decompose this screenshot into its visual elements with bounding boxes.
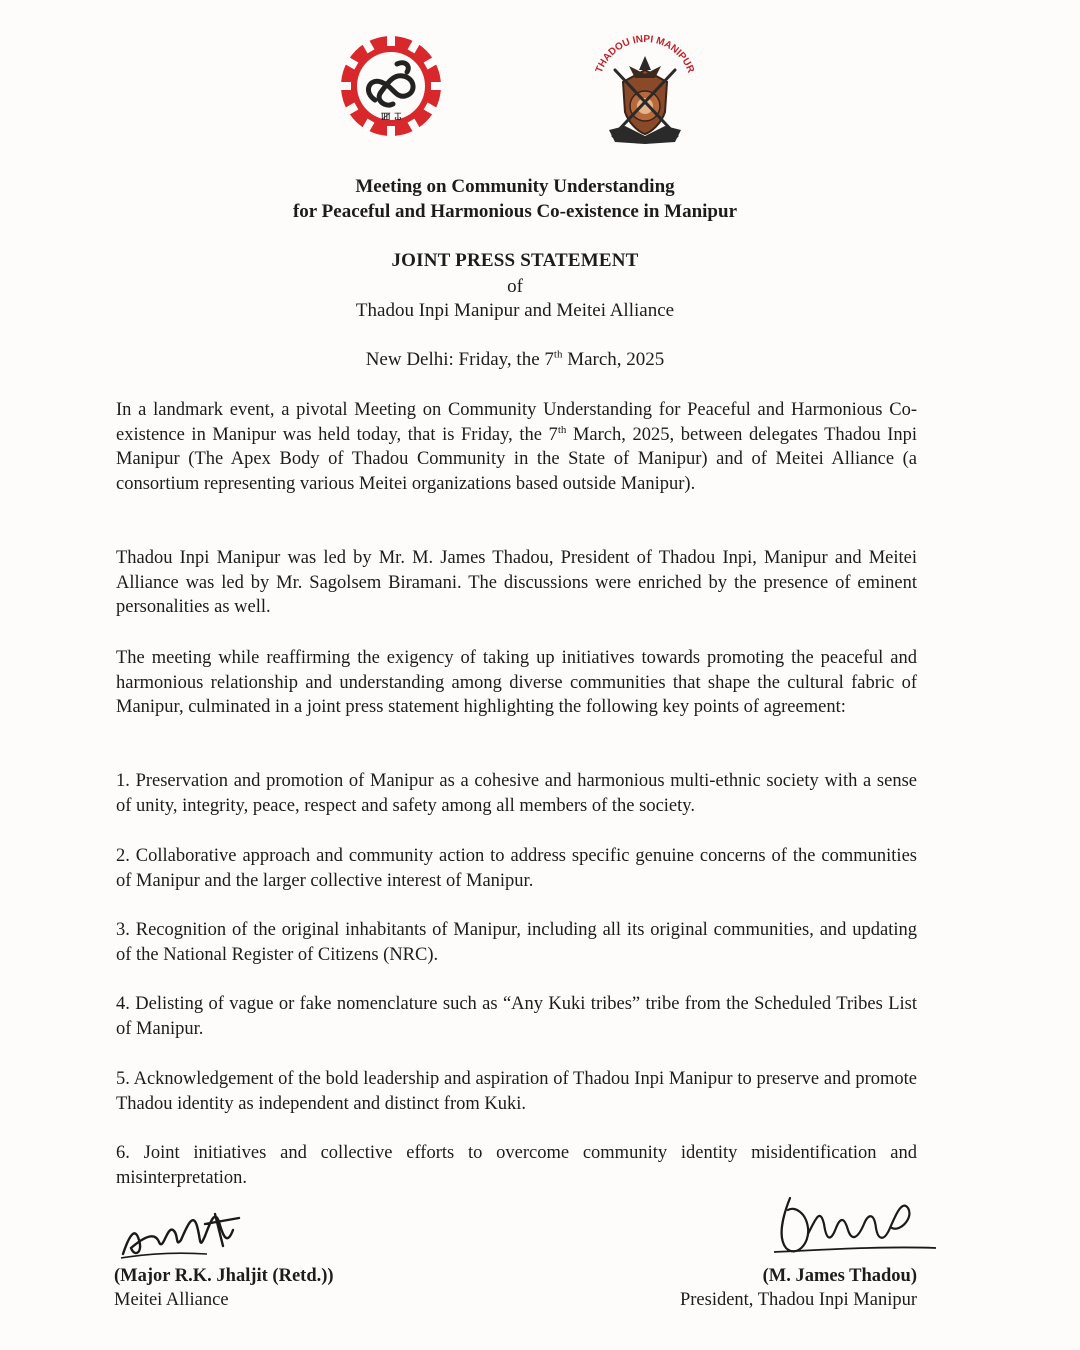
agreement-point-6: 6. Joint initiatives and collective efforts to overcome community identity misidentification and misinterpretation. — [116, 1143, 917, 1188]
hornbill-feather-icon — [629, 56, 661, 78]
right-signature — [760, 1188, 940, 1270]
agreement-point-1: 1. Preservation and promotion of Manipur as a cohesive and harmonious multi-ethnic society with a sense of unity, integrity, peace, respect and safety among all members of the society. — [116, 771, 917, 816]
paragraph-reaffirmation: The meeting while reaffirming the exigency of taking up initiatives towards promoting the peaceful and harmonious relationship and understanding among diverse communities that shape the cultural fabric of Manipur, culminated in a joint press statement highlighting the following key points of agreement: — [116, 648, 917, 717]
paragraph-leadership: Thadou Inpi Manipur was led by Mr. M. James Thadou, President of Thadou Inpi, Manipur and Meitei Alliance was led by Mr. Sagolsem Biramani. The discussions were enriched by the presence of eminent personalities as well. — [116, 548, 917, 617]
date-ordinal-suffix: th — [553, 348, 563, 361]
agreement-point-3: 3. Recognition of the original inhabitants of Manipur, including all its original communities, and updating of the National Register of Citizens (NRC). — [116, 920, 917, 965]
paragraph-introduction-ordinal: th — [557, 423, 567, 436]
statement-heading: JOINT PRESS STATEMENT — [391, 250, 639, 271]
agreement-point-4: 4. Delisting of vague or fake nomenclature such as “Any Kuki tribes” tribe from the Scheduled Tribes List of Manipur. — [116, 994, 917, 1039]
agreement-point-5: 5. Acknowledgement of the bold leadership and aspiration of Thadou Inpi Manipur to preserve and promote Thadou identity as independent and distinct from Kuki. — [116, 1069, 917, 1114]
meeting-title-line-2: for Peaceful and Harmonious Co-existence in Manipur — [292, 201, 737, 222]
left-signatory-name: (Major R.K. Jhaljit (Retd.)) — [114, 1266, 334, 1286]
left-signatory-organization: Meitei Alliance — [114, 1290, 229, 1310]
paragraph-introduction-part-a: In a landmark event, a pivotal Meeting on Community Understanding for Peaceful and Harmonious Co-existence in Manipur was held today, that is Friday, the 7 — [116, 400, 917, 445]
left-signature — [115, 1196, 250, 1268]
right-signatory-organization: President, Thadou Inpi Manipur — [679, 1290, 917, 1310]
logo-script-glyphs: ꯀ ꯊ — [380, 110, 402, 123]
date-rest: March, 2025 — [562, 349, 665, 370]
right-signatory-name: (M. James Thadou) — [762, 1266, 917, 1286]
agreement-point-2: 2. Collaborative approach and community action to address specific genuine concerns of the communities of Manipur and the larger collective interest of Manipur. — [116, 846, 917, 891]
statement-date — [0, 349, 1030, 371]
statement-organizations: Thadou Inpi Manipur and Meitei Alliance — [355, 300, 675, 321]
statement-of-text: of — [507, 276, 523, 297]
emblem-arc-text: THADOU INPI MANIPUR — [593, 33, 697, 75]
meeting-title-line-1: Meeting on Community Understanding — [355, 176, 675, 197]
thadou-inpi-manipur-emblem — [585, 26, 705, 150]
date-prefix: New Delhi: Friday, the 7 — [365, 349, 554, 370]
meitei-alliance-logo — [335, 30, 447, 142]
paragraph-introduction-part-b: March, 2025, between delegates Thadou Inpi Manipur (The Apex Body of Thadou Community in the State of Manipur) and of Meitei Alliance (a consortium representing various Meitei organizations based outside Manipur). — [116, 424, 917, 494]
paragraph-introduction — [116, 398, 917, 496]
